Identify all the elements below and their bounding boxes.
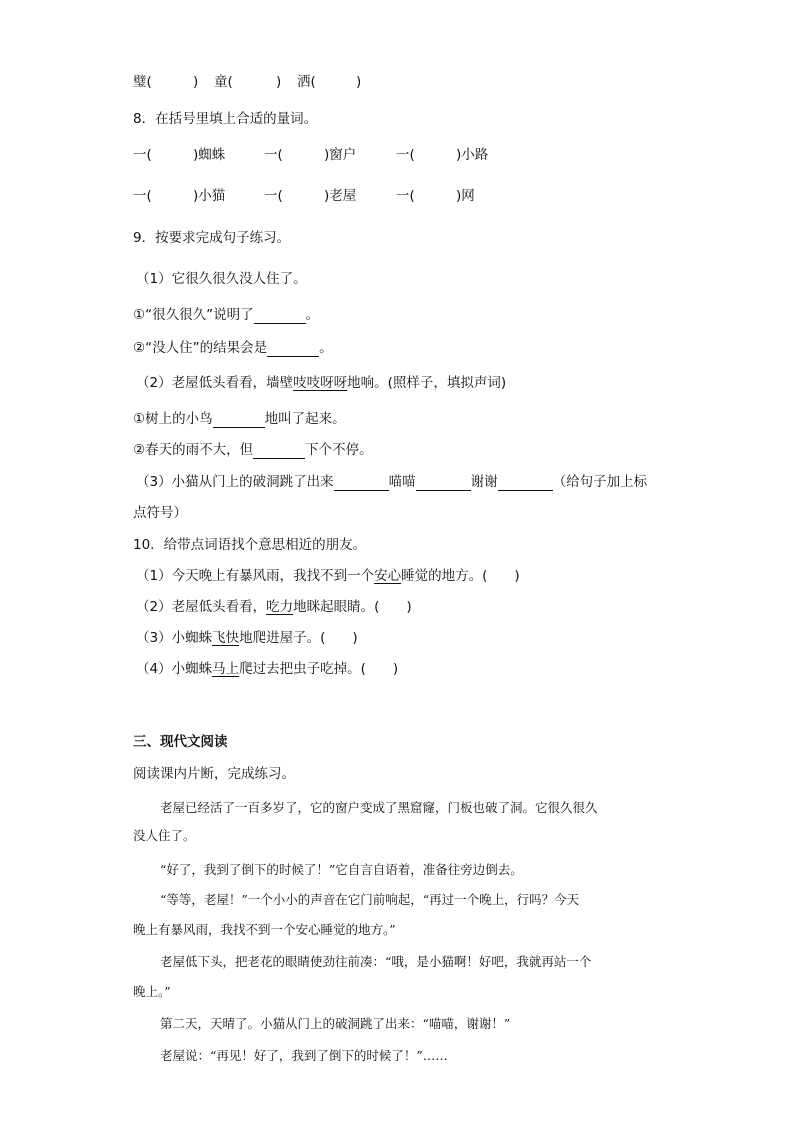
q8-r1-c-open: 一( xyxy=(396,147,415,163)
q9-2-rest: 地响。(照样子，填拟声词) xyxy=(347,375,507,391)
q8-r2-a-close: )小猫 xyxy=(193,188,226,204)
q9-1a-prompt: ①“很久很久”说明了 xyxy=(133,307,254,323)
q9-title: 9．按要求完成句子练习。 xyxy=(133,230,291,246)
char-tong: 童( xyxy=(214,74,233,90)
passage-para-4-cont: 晚上。” xyxy=(133,984,171,999)
q9-2b-rest: 下个不停。 xyxy=(305,442,373,458)
q9-2a-blank[interactable] xyxy=(213,412,265,428)
q9-part-3 xyxy=(136,473,647,491)
char-sa: 洒( xyxy=(297,74,316,90)
passage-para-6: 老屋说：“再见！好了，我到了倒下的时候了！”…… xyxy=(160,1048,448,1063)
q10-2-rest: 地眯起眼睛。( ) xyxy=(293,599,412,615)
q9-1b-end: 。 xyxy=(319,340,333,356)
passage-para-5: 第二天，天晴了。小猫从门上的破洞跳了出来：“喵喵，谢谢！” xyxy=(160,1016,511,1031)
q9-2-marked-word: 吱吱呀呀 xyxy=(293,375,348,391)
passage-para-3: “等等，老屋！”一个小小的声音在它门前响起，“再过一个晚上，行吗？今天 xyxy=(160,892,580,907)
char-sa-close: ) xyxy=(356,74,362,90)
section-3-intro: 阅读课内片断，完成练习。 xyxy=(133,766,295,782)
passage-para-4: 老屋低下头，把老花的眼睛使劲往前凑：“哦，是小猫啊！好吧，我就再站一个 xyxy=(160,954,592,969)
q10-3-prompt: （3）小蜘蛛 xyxy=(136,630,213,646)
q9-part-3-cont: 点符号） xyxy=(133,505,187,521)
q8-r1-b-open: 一( xyxy=(264,147,283,163)
q8-title: 8．在括号里填上合适的量词。 xyxy=(133,111,318,127)
q10-item-2 xyxy=(136,598,412,616)
q9-part-1: （1）它很久很久没人住了。 xyxy=(136,271,307,287)
q9-3-sentence: （3）小猫从门上的破洞跳了出来 xyxy=(136,474,334,490)
q10-title: 10．给带点词语找个意思相近的朋友。 xyxy=(133,537,367,553)
section-3-heading: 三、现代文阅读 xyxy=(133,734,228,750)
q9-part-1a xyxy=(133,306,319,324)
q10-2-marked-word: 吃力 xyxy=(266,599,294,615)
q9-1b-prompt: ②“没人住”的结果会是 xyxy=(133,340,268,356)
char-tong-close: ) xyxy=(276,74,282,90)
passage-para-2: “好了，我到了倒下的时候了！”它自言自语着，准备往旁边倒去。 xyxy=(160,862,523,877)
q10-3-rest: 地爬进屋子。( ) xyxy=(239,630,358,646)
q8-r2-b-open: 一( xyxy=(264,188,283,204)
passage-para-1-cont: 没人住了。 xyxy=(133,828,196,843)
q9-3-blank-1[interactable] xyxy=(334,475,389,491)
q9-2b-prompt: ②春天的雨不大，但 xyxy=(133,442,254,458)
q8-r2-b-close: )老屋 xyxy=(324,188,357,204)
q9-3-blank-3[interactable] xyxy=(498,475,553,491)
q10-4-rest: 爬过去把虫子吃掉。( ) xyxy=(239,661,399,677)
q9-2a-prompt: ①树上的小鸟 xyxy=(133,411,213,427)
q9-1b-blank[interactable] xyxy=(267,341,319,357)
q9-3-instruction: （给句子加上标 xyxy=(552,474,648,490)
q9-2a-rest: 地叫了起来。 xyxy=(264,411,346,427)
q9-3-blank-2[interactable] xyxy=(416,475,471,491)
q10-1-prompt: （1）今天晚上有暴风雨，我找不到一个 xyxy=(136,568,375,584)
q9-part-2 xyxy=(136,374,506,392)
q8-r1-a-close: )蜘蛛 xyxy=(193,147,226,163)
char-bi-close: ) xyxy=(193,74,199,90)
passage-para-3-cont: 晚上有暴风雨，我找不到一个安心睡觉的地方。” xyxy=(133,922,396,937)
q8-r1-a-open: 一( xyxy=(133,147,152,163)
q8-r1-b-close: )窗户 xyxy=(324,147,357,163)
q9-part-2a xyxy=(133,410,346,428)
q10-item-3 xyxy=(136,629,358,647)
q10-item-1 xyxy=(136,567,520,585)
q8-r2-c-close: )网 xyxy=(456,188,475,204)
q9-2b-blank[interactable] xyxy=(253,443,305,459)
q9-3-thanks: 谢谢 xyxy=(470,474,498,490)
char-bi: 璧( xyxy=(133,74,152,90)
q9-part-1b xyxy=(133,339,333,357)
q8-r2-a-open: 一( xyxy=(133,188,152,204)
q9-2-prompt: （2）老屋低头看看，墙壁 xyxy=(136,375,294,391)
q10-1-rest: 睡觉的地方。( ) xyxy=(401,568,520,584)
q10-4-prompt: （4）小蜘蛛 xyxy=(136,661,213,677)
q9-1a-end: 。 xyxy=(305,307,320,323)
q10-item-4 xyxy=(136,660,398,678)
passage-para-1: 老屋已经活了一百多岁了，它的窗户变成了黑窟窿，门板也破了洞。它很久很久 xyxy=(160,800,598,815)
q9-3-meow: 喵喵 xyxy=(388,474,416,490)
q10-2-prompt: （2）老屋低头看看， xyxy=(136,599,267,615)
q8-r1-c-close: )小路 xyxy=(456,147,489,163)
q9-part-2b xyxy=(133,441,373,459)
q8-r2-c-open: 一( xyxy=(396,188,415,204)
q10-4-marked-word: 马上 xyxy=(212,661,240,677)
q10-3-marked-word: 飞快 xyxy=(212,630,240,646)
q9-1a-blank[interactable] xyxy=(254,308,306,324)
q10-1-marked-word: 安心 xyxy=(374,568,402,584)
